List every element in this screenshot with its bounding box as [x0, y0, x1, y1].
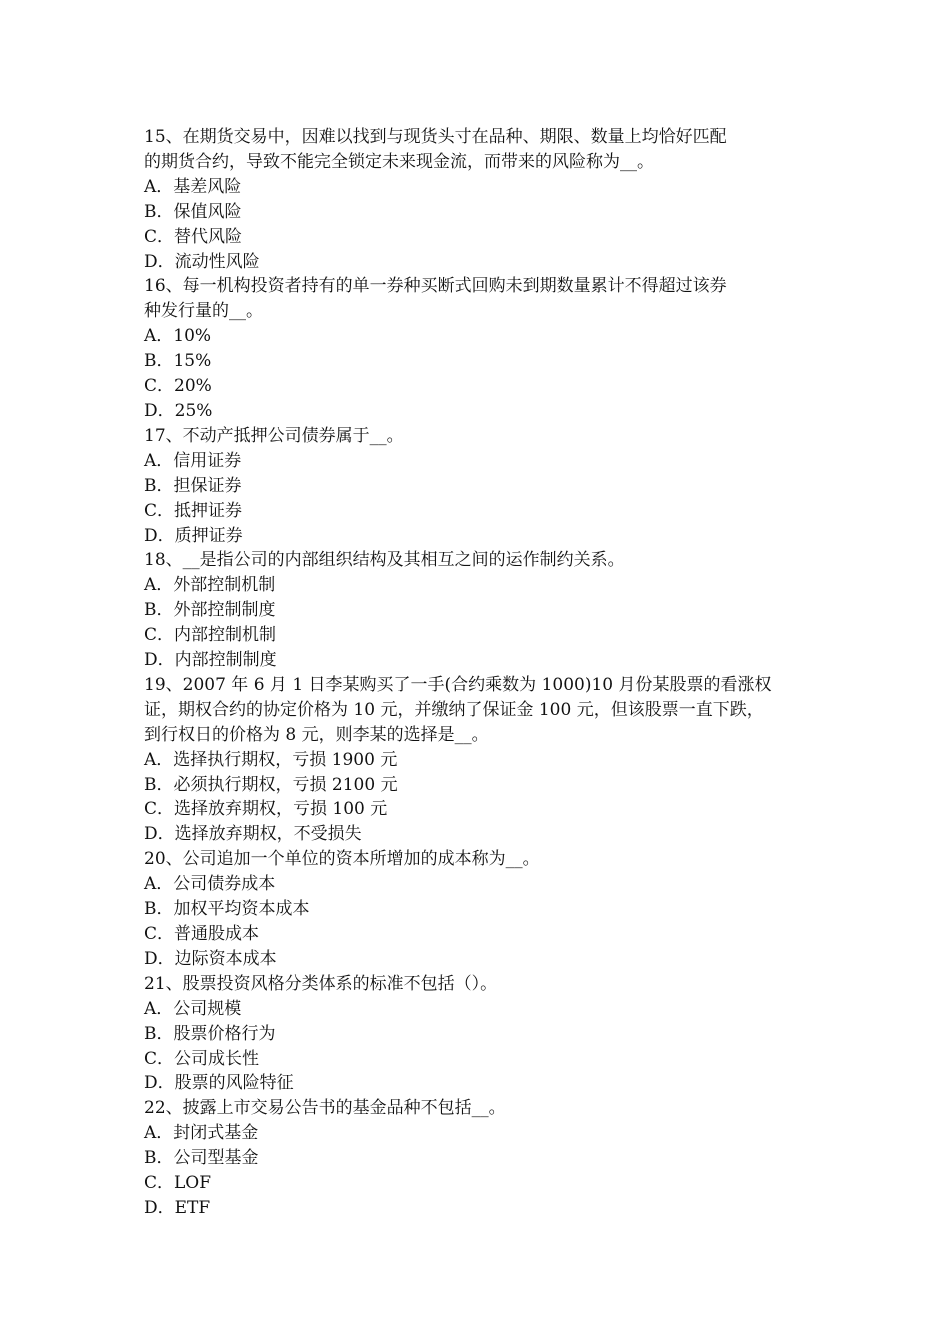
question-block: [144, 548, 824, 673]
question-stem-line: 证，期权合约的协定价格为 10 元，并缴纳了保证金 100 元，但该股票一直下跌，: [144, 699, 764, 720]
answer-option: C．抵押证券: [144, 500, 243, 521]
answer-option: A．外部控制机制: [144, 575, 276, 596]
question-stem-line: 21、股票投资风格分类体系的标准不包括（）。: [144, 973, 498, 994]
question-stem-line: 种发行量的__。: [144, 301, 263, 322]
question-stem-line: 17、不动产抵押公司债券属于__。: [144, 425, 404, 446]
question-stem-line: 19、2007 年 6 月 1 日李某购买了一手(合约乘数为 1000)10 月份某股票的看涨权: [144, 674, 772, 695]
answer-option: C．公司成长性: [144, 1048, 260, 1069]
question-block: [144, 972, 824, 1097]
answer-option: A．封闭式基金: [144, 1123, 259, 1144]
question-stem-line: 15、在期货交易中，因难以找到与现货头寸在品种、期限、数量上均恰好匹配: [144, 127, 727, 147]
question-stem-line: 的期货合约，导致不能完全锁定未来现金流，而带来的风险称为__。: [144, 151, 654, 172]
question-block: [144, 847, 824, 972]
question-block: [144, 424, 824, 549]
answer-option: C．普通股成本: [144, 924, 260, 944]
answer-option: C．LOF: [144, 1173, 212, 1194]
answer-option: B．股票价格行为: [144, 1023, 276, 1044]
question-stem-line: 18、__是指公司的内部组织结构及其相互之间的运作制约关系。: [144, 550, 625, 571]
answer-option: A．选择执行期权，亏损 1900 元: [144, 749, 398, 770]
answer-option: C．内部控制机制: [144, 625, 277, 646]
answer-option: A．10%: [144, 326, 212, 347]
answer-option: D．流动性风险: [144, 251, 260, 272]
answer-option: D．25%: [144, 400, 213, 421]
answer-option: A．公司债券成本: [144, 874, 276, 895]
answer-option: B．担保证券: [144, 475, 242, 496]
question-block: [144, 1096, 824, 1221]
question-stem-line: 16、每一机构投资者持有的单一券种买断式回购未到期数量累计不得超过该券: [144, 276, 727, 297]
question-list: [144, 125, 824, 1221]
answer-option: B．公司型基金: [144, 1148, 259, 1169]
answer-option: D．内部控制制度: [144, 650, 277, 671]
answer-option: A．信用证券: [144, 450, 242, 471]
answer-option: A．基差风险: [144, 176, 242, 197]
answer-option: B．加权平均资本成本: [144, 899, 310, 920]
question-block: [144, 274, 824, 423]
answer-option: D．股票的风险特征: [144, 1073, 294, 1094]
question-stem-line: 22、披露上市交易公告书的基金品种不包括__。: [144, 1098, 506, 1119]
answer-option: C．选择放弃期权，亏损 100 元: [144, 799, 388, 820]
answer-option: B．保值风险: [144, 201, 242, 222]
answer-option: A．公司规模: [144, 998, 242, 1019]
question-block: [144, 125, 824, 274]
answer-option: B．15%: [144, 351, 212, 372]
answer-option: C．替代风险: [144, 226, 243, 247]
answer-option: D．ETF: [144, 1197, 211, 1218]
answer-option: D．边际资本成本: [144, 948, 277, 969]
answer-option: D．选择放弃期权，不受损失: [144, 824, 362, 845]
answer-option: B．必须执行期权，亏损 2100 元: [144, 774, 398, 795]
question-stem-line: 20、公司追加一个单位的资本所增加的成本称为__。: [144, 849, 540, 870]
answer-option: B．外部控制制度: [144, 600, 276, 621]
question-block: [144, 673, 824, 847]
answer-option: C．20%: [144, 376, 212, 397]
question-stem-line: 到行权日的价格为 8 元，则李某的选择是__。: [144, 724, 489, 745]
answer-option: D．质押证券: [144, 525, 243, 546]
